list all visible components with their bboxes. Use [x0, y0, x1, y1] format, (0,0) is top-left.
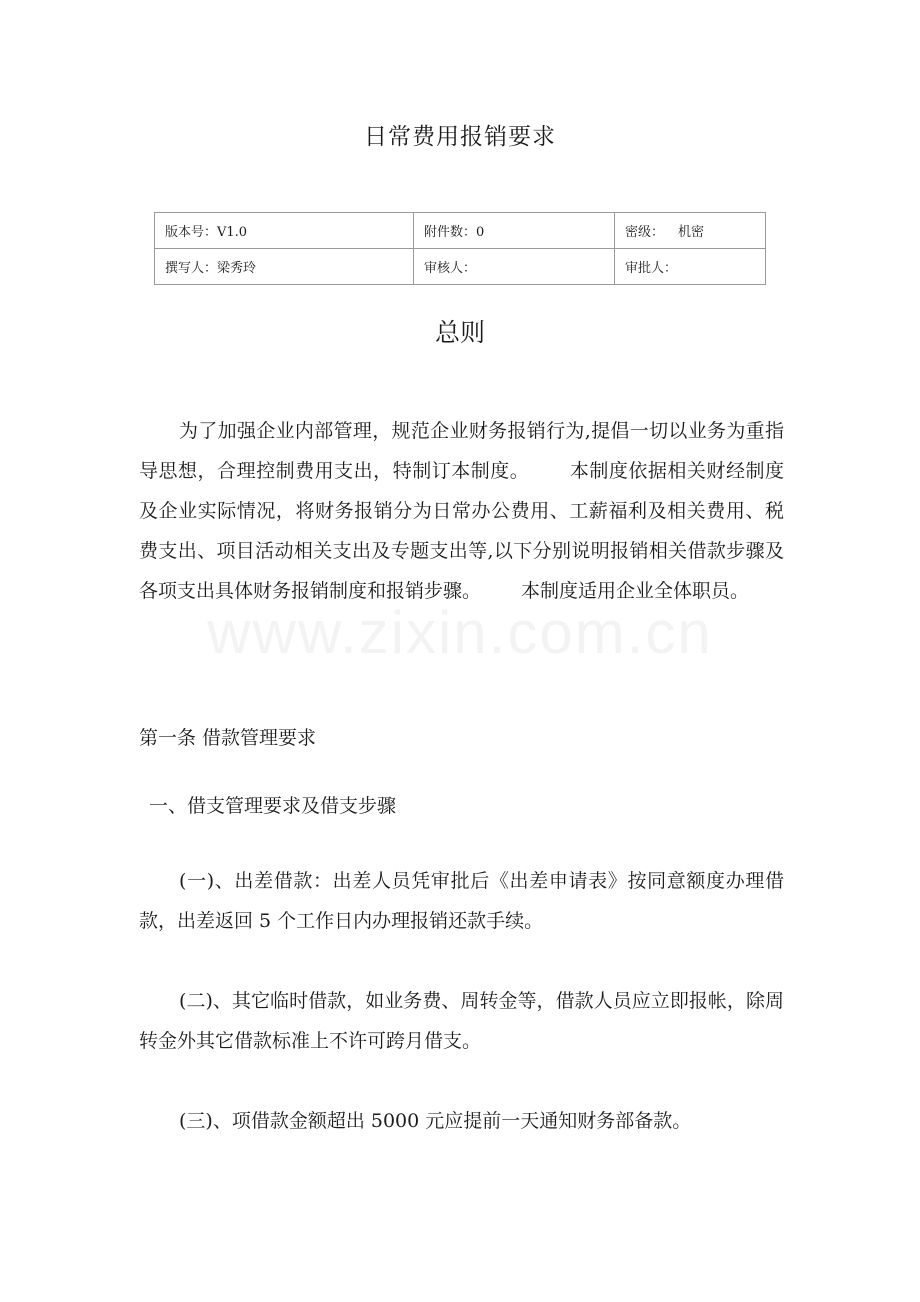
- security-cell: [615, 213, 766, 249]
- reviewer-cell: 审核人：: [414, 249, 615, 285]
- author-cell: 撰写人：梁秀玲: [155, 249, 414, 285]
- watermark: www.zixin.com.cn: [207, 599, 713, 666]
- article-heading: 第一条 借款管理要求: [139, 727, 317, 749]
- subsection-heading: 一、借支管理要求及借支步骤: [149, 795, 397, 817]
- security-value: 机密: [678, 225, 705, 240]
- list-item: (一)、出差借款：出差人员凭审批后《出差申请表》按同意额度办理借款，出差返回 5 个工作日内办理报销还款手续。: [139, 870, 784, 932]
- meta-table: [154, 212, 766, 285]
- security-label: 密级：: [625, 225, 665, 240]
- attachments-cell: 附件数：0: [414, 213, 615, 249]
- section-title: 总则: [434, 318, 485, 347]
- intro-part-1: 为了加强企业内部管理，规范企业财务报销行为,提倡一切以业务为重指导思想，合理控制费用支出，特制订本制度。: [139, 420, 784, 482]
- intro-part-2: 本制度依据相关财经制度及企业实际情况，将财务报销分为日常办公费用、工薪福利及相关费用、税费支出、项目活动相关支出及专题支出等,以下分别说明报销相关借款步骤及各项支出具体财务报销制度和报销步骤。: [139, 460, 784, 602]
- version-cell: 版本号：V1.0: [155, 213, 414, 249]
- meta-row-1: [155, 213, 766, 249]
- approver-cell: 审批人：: [615, 249, 766, 285]
- meta-row-2: [155, 249, 766, 285]
- intro-part-3: 本制度适用企业全体职员。: [521, 580, 750, 602]
- list-item: (三)、项借款金额超出 5000 元应提前一天通知财务部备款。: [179, 1110, 692, 1132]
- list-item: (二)、其它临时借款，如业务费、周转金等，借款人员应立即报帐，除周转金外其它借款标准上不许可跨月借支。: [139, 990, 784, 1052]
- intro-paragraph: [139, 411, 784, 611]
- document-title: 日常费用报销要求: [364, 124, 556, 150]
